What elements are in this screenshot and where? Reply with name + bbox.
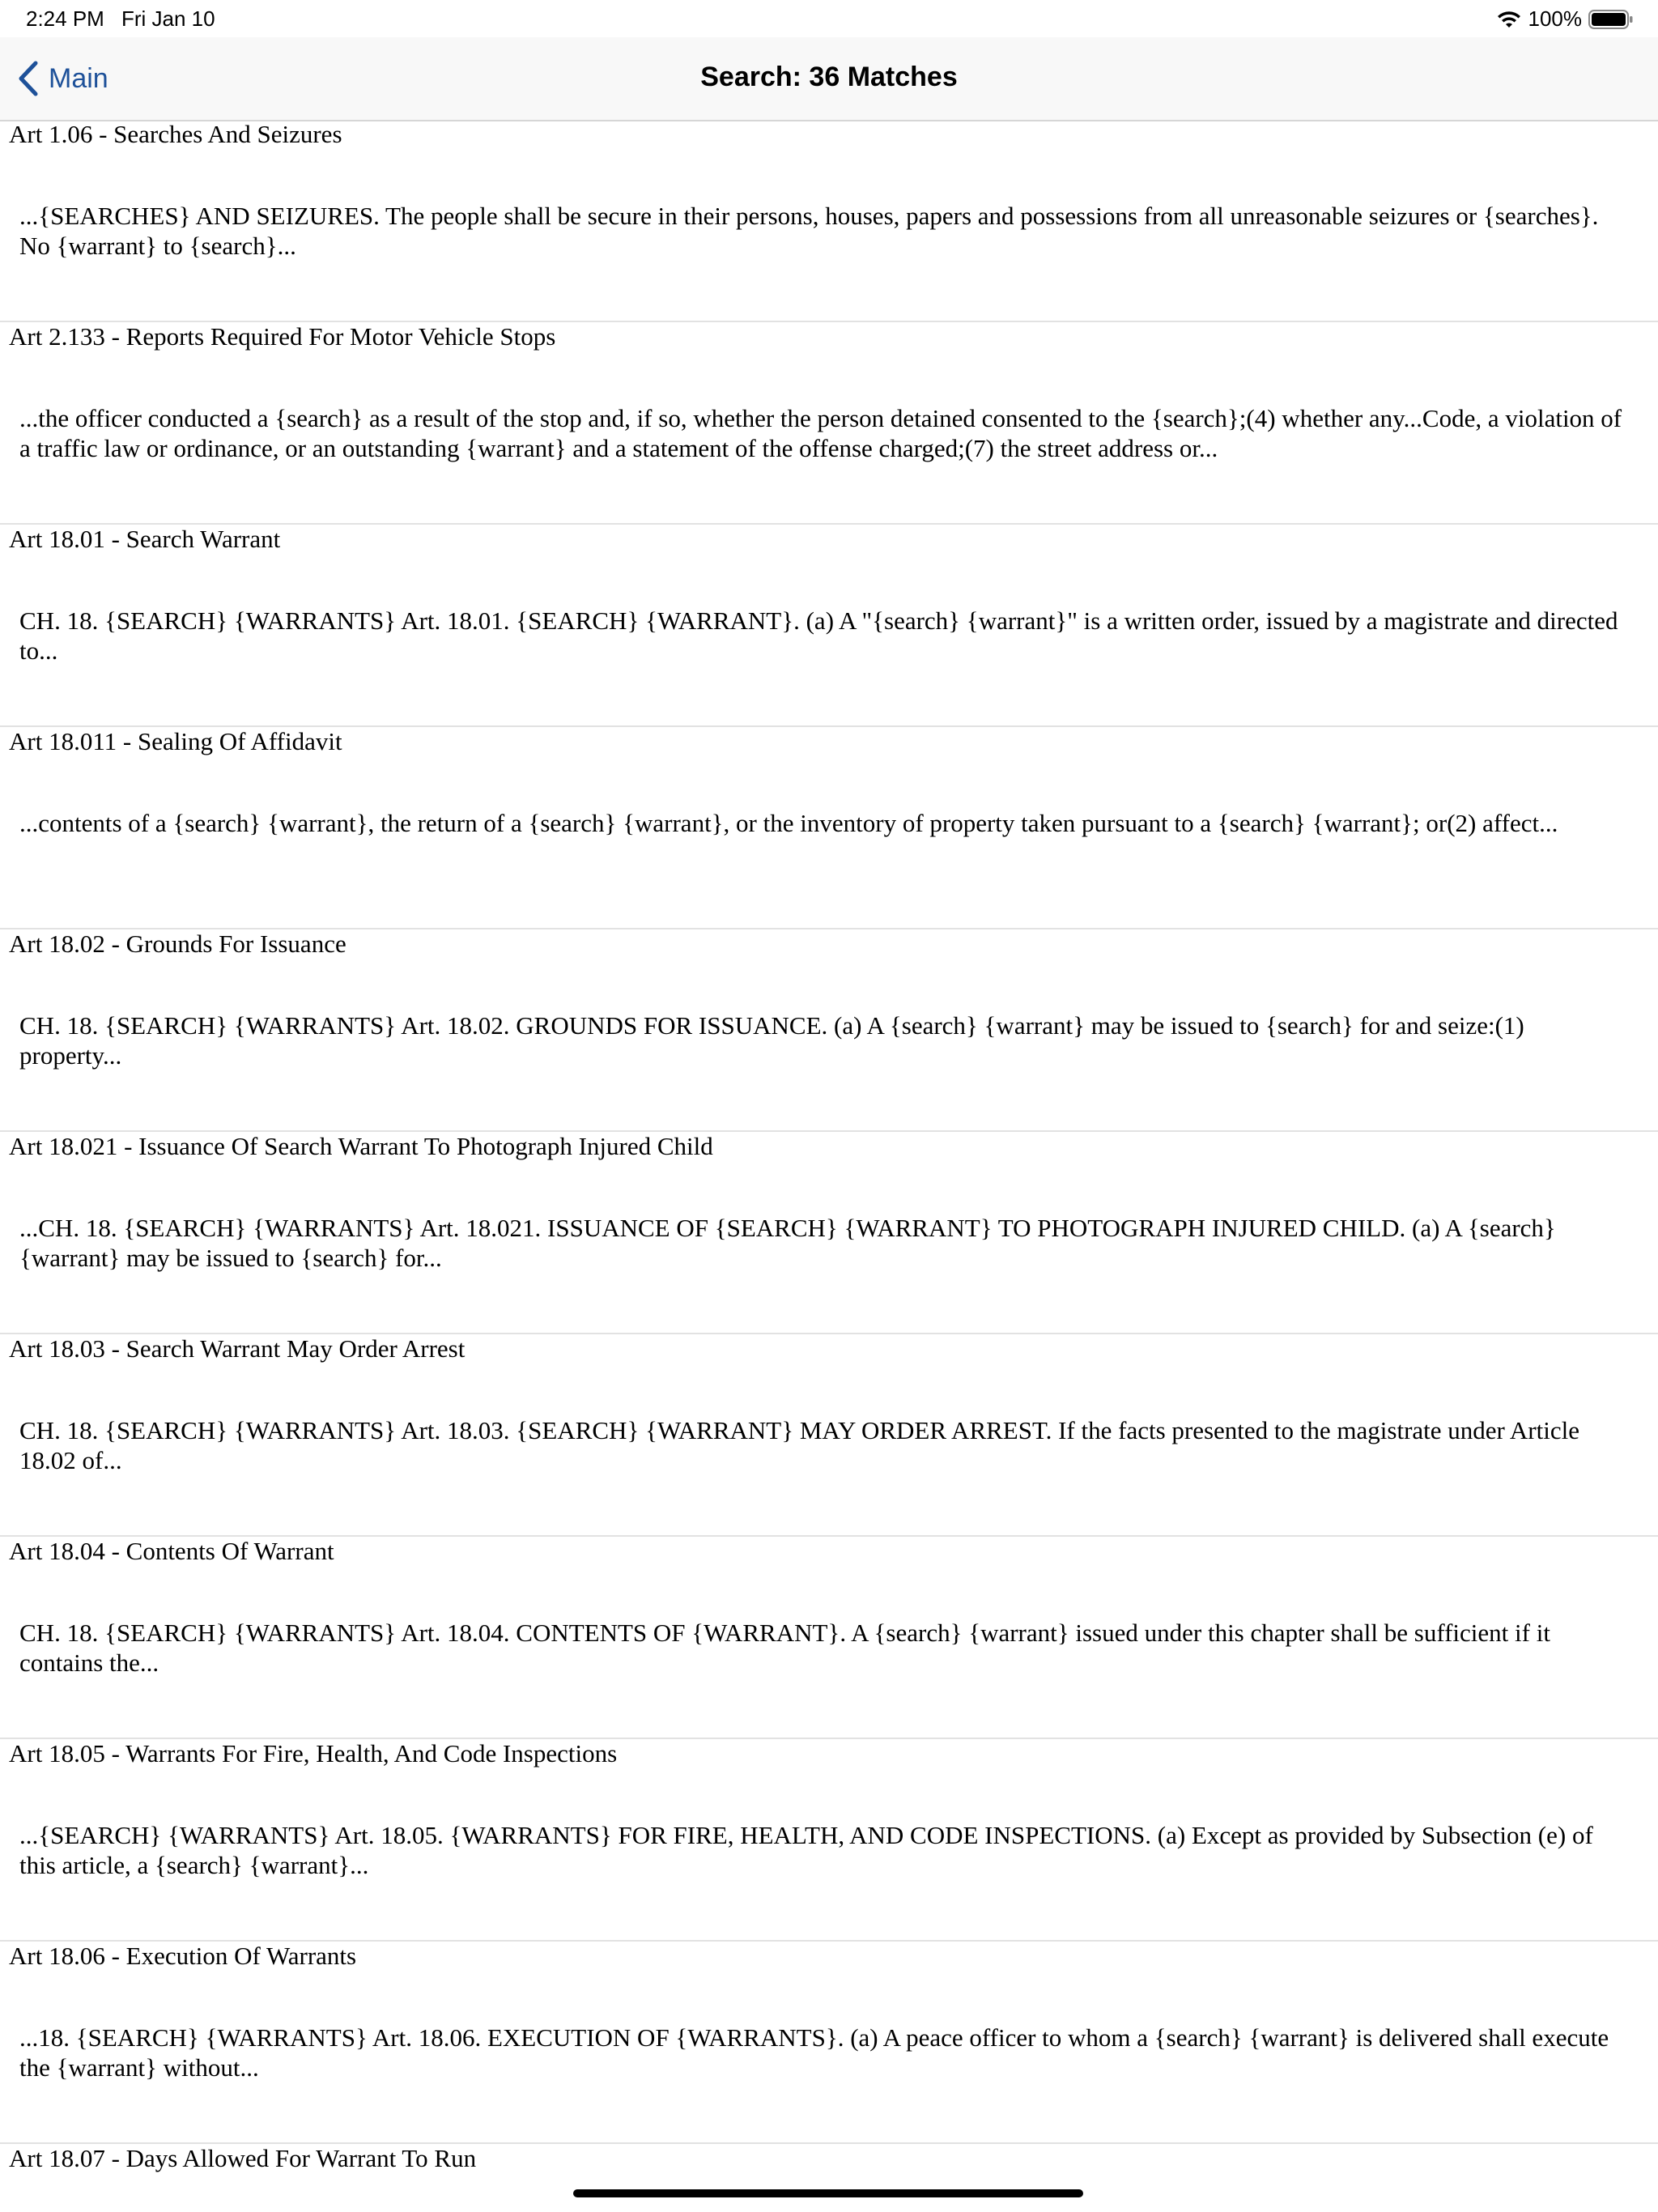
result-title: Art 18.011 - Sealing Of Affidavit [9,727,342,755]
status-time: 2:24 PM [26,6,104,31]
search-result-item[interactable] [0,1739,1658,1942]
search-result-item[interactable] [0,120,1658,322]
result-title: Art 18.07 - Days Allowed For Warrant To Run [9,2144,477,2172]
home-indicator[interactable] [573,2189,1083,2197]
page-title: Search: 36 Matches [700,62,958,92]
result-title: Art 18.021 - Issuance Of Search Warrant To Photograph Injured Child [9,1132,713,1160]
status-indicators [1496,6,1635,32]
result-snippet: ...contents of a {search} {warrant}, the return of a {search} {warrant}, or the inventory of property taken pursuant to a {search} {warrant}; or(2) affect... [19,809,1558,837]
status-date: Fri Jan 10 [121,6,215,31]
result-snippet: CH. 18. {SEARCH} {WARRANTS} Art. 18.01. {SEARCH} {WARRANT}. (a) A "{search} {warrant}" is a written order, issued by a magistrate and directed to... [19,606,1618,665]
search-results-list [0,120,1658,2212]
wifi-icon [1496,10,1522,29]
battery-percentage: 100% [1528,6,1582,31]
result-snippet: ...the officer conducted a {search} as a result of the stop and, if so, whether the person detained consented to the {search};(4) whether any...Code, a violation of a traffic law or ordinance, or an outstanding {warrant} and a statement of the offense charged;(7) the street address or... [19,404,1622,462]
result-title: Art 18.02 - Grounds For Issuance [9,929,346,958]
search-result-item[interactable] [0,1942,1658,2144]
search-result-item[interactable] [0,1132,1658,1334]
result-title: Art 18.04 - Contents Of Warrant [9,1537,334,1565]
search-result-item[interactable] [0,1334,1658,1537]
result-title: Art 2.133 - Reports Required For Motor Vehicle Stops [9,322,556,351]
result-title: Art 18.05 - Warrants For Fire, Health, And Code Inspections [9,1739,618,1767]
result-title: Art 1.06 - Searches And Seizures [9,120,342,148]
result-snippet: ...18. {SEARCH} {WARRANTS} Art. 18.06. EXECUTION OF {WARRANTS}. (a) A peace officer to whom a {search} {warrant} is delivered shall execute the {warrant} without... [19,2023,1609,2082]
result-title: Art 18.06 - Execution Of Warrants [9,1942,357,1970]
search-result-item[interactable] [0,1537,1658,1739]
search-result-item[interactable] [0,525,1658,727]
search-result-item[interactable] [0,929,1658,1132]
result-snippet: ...CH. 18. {SEARCH} {WARRANTS} Art. 18.021. ISSUANCE OF {SEARCH} {WARRANT} TO PHOTOGRAPH INJURED CHILD. (a) A {search} {warrant} may be issued to {search} for... [19,1214,1556,1272]
back-button-label: Main [49,62,108,94]
result-title: Art 18.01 - Search Warrant [9,525,281,553]
result-snippet: CH. 18. {SEARCH} {WARRANTS} Art. 18.03. {SEARCH} {WARRANT} MAY ORDER ARREST. If the facts presented to the magistrate under Article 18.02 of... [19,1416,1579,1474]
result-title: Art 18.03 - Search Warrant May Order Arrest [9,1334,466,1363]
status-bar [0,0,1658,37]
result-snippet: CH. 18. {SEARCH} {WARRANTS} Art. 18.04. CONTENTS OF {WARRANT}. A {search} {warrant} issued under this chapter shall be sufficient if it contains the... [19,1619,1550,1677]
search-result-item[interactable] [0,727,1658,929]
battery-icon [1588,9,1634,30]
result-snippet: ...{SEARCH} {WARRANTS} Art. 18.05. {WARRANTS} FOR FIRE, HEALTH, AND CODE INSPECTIONS. (a) Except as provided by Subsection (e) of this article, a {search} {warrant}... [19,1821,1593,1879]
result-snippet: ...{SEARCHES} AND SEIZURES. The people shall be secure in their persons, houses, papers and possessions from all unreasonable seizures or {searches}. No {warrant} to {search}... [19,202,1599,260]
result-snippet: CH. 18. {SEARCH} {WARRANTS} Art. 18.02. GROUNDS FOR ISSUANCE. (a) A {search} {warrant} may be issued to {search} for and seize:(1) property... [19,1011,1524,1070]
navigation-bar [0,37,1658,121]
search-result-item[interactable] [0,322,1658,525]
search-result-item[interactable] [0,2144,1658,2212]
